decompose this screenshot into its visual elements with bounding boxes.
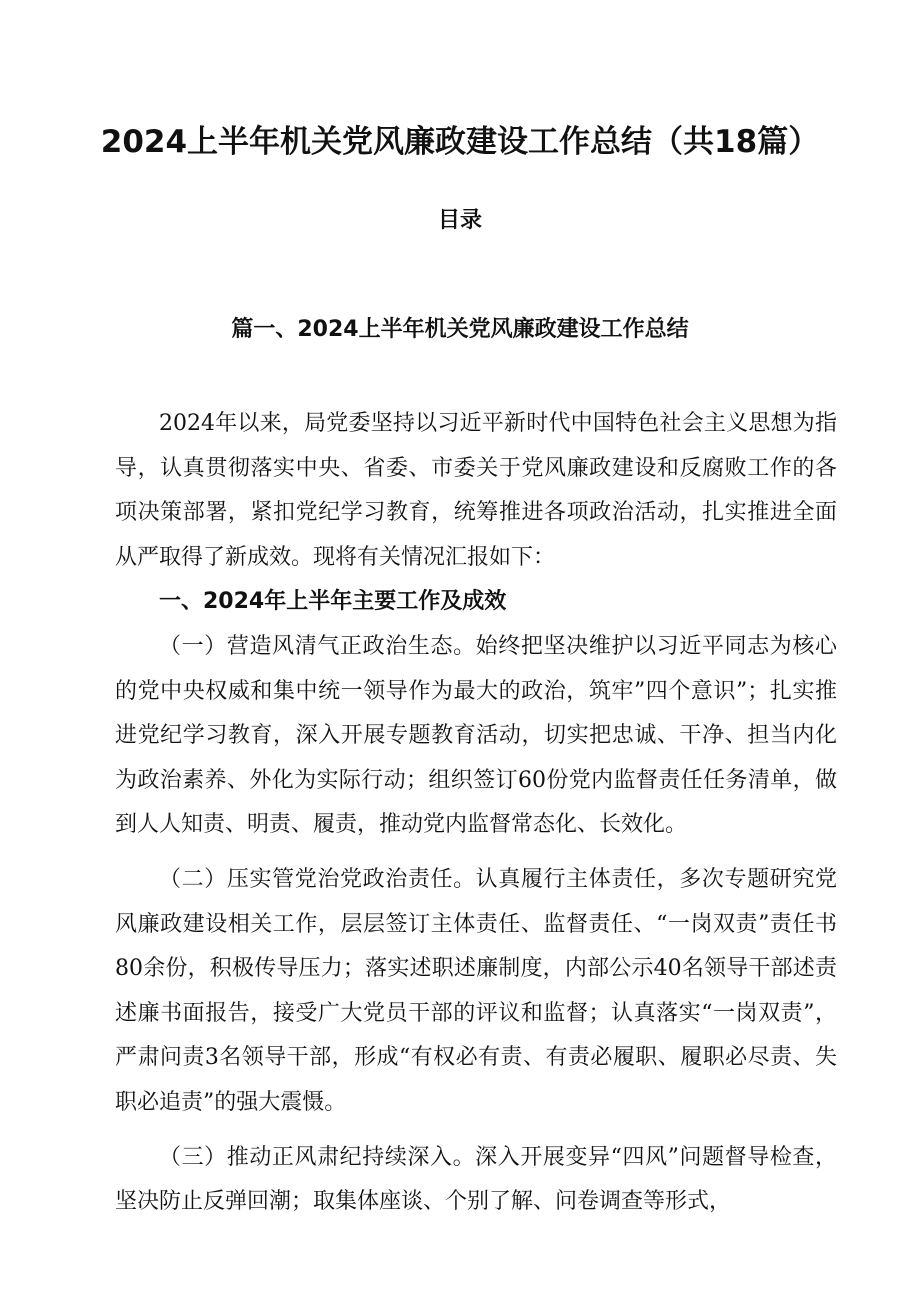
document-body [115, 402, 837, 1225]
toc-heading: 目录 [437, 208, 482, 233]
section-heading: 一、2024年上半年主要工作及成效 [159, 589, 507, 615]
intro-paragraph: 2024年以来，局党委坚持以习近平新时代中国特色社会主义思想为指导，认真贯彻落实中央、省委、市委关于党风廉政建设和反腐败工作的各项决策部署，紧扣党纪学习教育，统筹推进各项政治活动，扎实推进全面从严取得了新成效。现将有关情况汇报如下： [115, 411, 837, 570]
body-paragraph-3: （三）推动正风肃纪持续深入。深入开展变异“四风”问题督导检查，坚决防止反弹回潮；取集体座谈、个别了解、问卷调查等形式， [115, 1144, 837, 1215]
chapter-title: 篇一、2024上半年机关党风廉政建设工作总结 [231, 317, 689, 342]
body-paragraph-1: （一）营造风清气正政治生态。始终把坚决维护以习近平同志为核心的党中央权威和集中统一领导作为最大的政治，筑牢”四个意识”；扎实推进党纪学习教育，深入开展专题教育活动，切实把忠诚、干净、担当内化为政治素养、外化为实际行动；组织签订60份党内监督责任任务清单，做到人人知责、明责、履责，推动党内监督常态化、长效化。 [115, 633, 837, 838]
document-title: 2024上半年机关党风廉政建设工作总结（共18篇） [100, 124, 820, 160]
body-paragraph-2: （二）压实管党治党政治责任。认真履行主体责任，多次专题研究党风廉政建设相关工作，层层签订主体责任、监督责任、“一岗双责”责任书80余份，积极传导压力；落实述职述廉制度，内部公示40名领导干部述责述廉书面报告，接受广大党员干部的评议和监督；认真落实“一岗双责”，严肃问责3名领导干部，形成“有权必有责、有责必履职、履职必尽责、失职必追责”的强大震慑。 [115, 866, 837, 1115]
